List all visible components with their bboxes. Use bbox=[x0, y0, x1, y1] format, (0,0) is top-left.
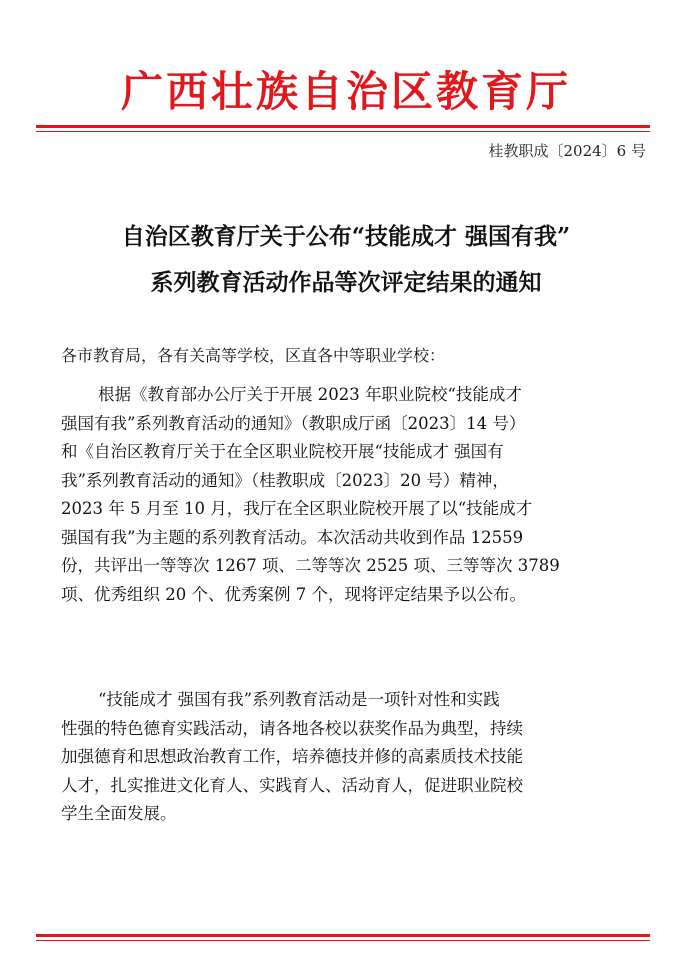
document-number: 桂教职成〔2024〕6 号 bbox=[488, 142, 646, 160]
paragraph-line: 份，共评出一等等次 1267 项、二等等次 2525 项、三等等次 3789 bbox=[61, 556, 560, 575]
paragraph-line: 我”系列教育活动的通知》（桂教职成〔2023〕20 号）精神， bbox=[61, 470, 509, 490]
paragraph-line: 项、优秀组织 20 个、优秀案例 7 个，现将评定结果予以公布。 bbox=[61, 584, 526, 604]
paragraph-line: 2023 年 5 月至 10 月，我厅在全区职业院校开展了以“技能成才 bbox=[61, 499, 533, 518]
paragraph-line: 和《自治区教育厅关于在全区职业院校开展“技能成才 强国有 bbox=[61, 442, 504, 461]
notice-title-line-2: 系列教育活动作品等次评定结果的通知 bbox=[150, 269, 542, 296]
paragraph-line: 加强德育和思想政治教育工作，培养德技并修的高素质技术技能 bbox=[61, 747, 523, 766]
footer-divider-thick bbox=[36, 934, 650, 937]
paragraph-line: 强国有我”为主题的系列教育活动。本次活动共收到作品 12559 bbox=[61, 527, 524, 547]
letterhead-divider-thin bbox=[36, 131, 650, 132]
notice-title-line-1: 自治区教育厅关于公布“技能成才 强国有我” bbox=[121, 223, 571, 250]
paragraph-line: 学生全面发展。 bbox=[61, 804, 177, 823]
footer-divider-thin bbox=[36, 940, 650, 941]
letterhead-divider-thick bbox=[36, 125, 650, 128]
salutation: 各市教育局，各有关高等学校，区直各中等职业学校： bbox=[61, 346, 446, 365]
paragraph-line: 强国有我”系列教育活动的通知》（教职成厅函〔2023〕14 号） bbox=[61, 413, 526, 433]
body-paragraph-2 bbox=[61, 686, 635, 829]
letterhead-title: 广西壮族自治区教育厅 bbox=[120, 67, 571, 116]
paragraph-line: 人才，扎实推进文化育人、实践育人、活动育人，促进职业院校 bbox=[61, 775, 523, 795]
paragraph-line: 性强的特色德育实践活动，请各地各校以获奖作品为典型，持续 bbox=[61, 718, 523, 738]
paragraph-line: 根据《教育部办公厅关于开展 2023 年职业院校“技能成才 bbox=[98, 385, 522, 404]
body-paragraph-1 bbox=[61, 381, 635, 609]
paragraph-line: “技能成才 强国有我”系列教育活动是一项针对性和实践 bbox=[98, 690, 500, 709]
